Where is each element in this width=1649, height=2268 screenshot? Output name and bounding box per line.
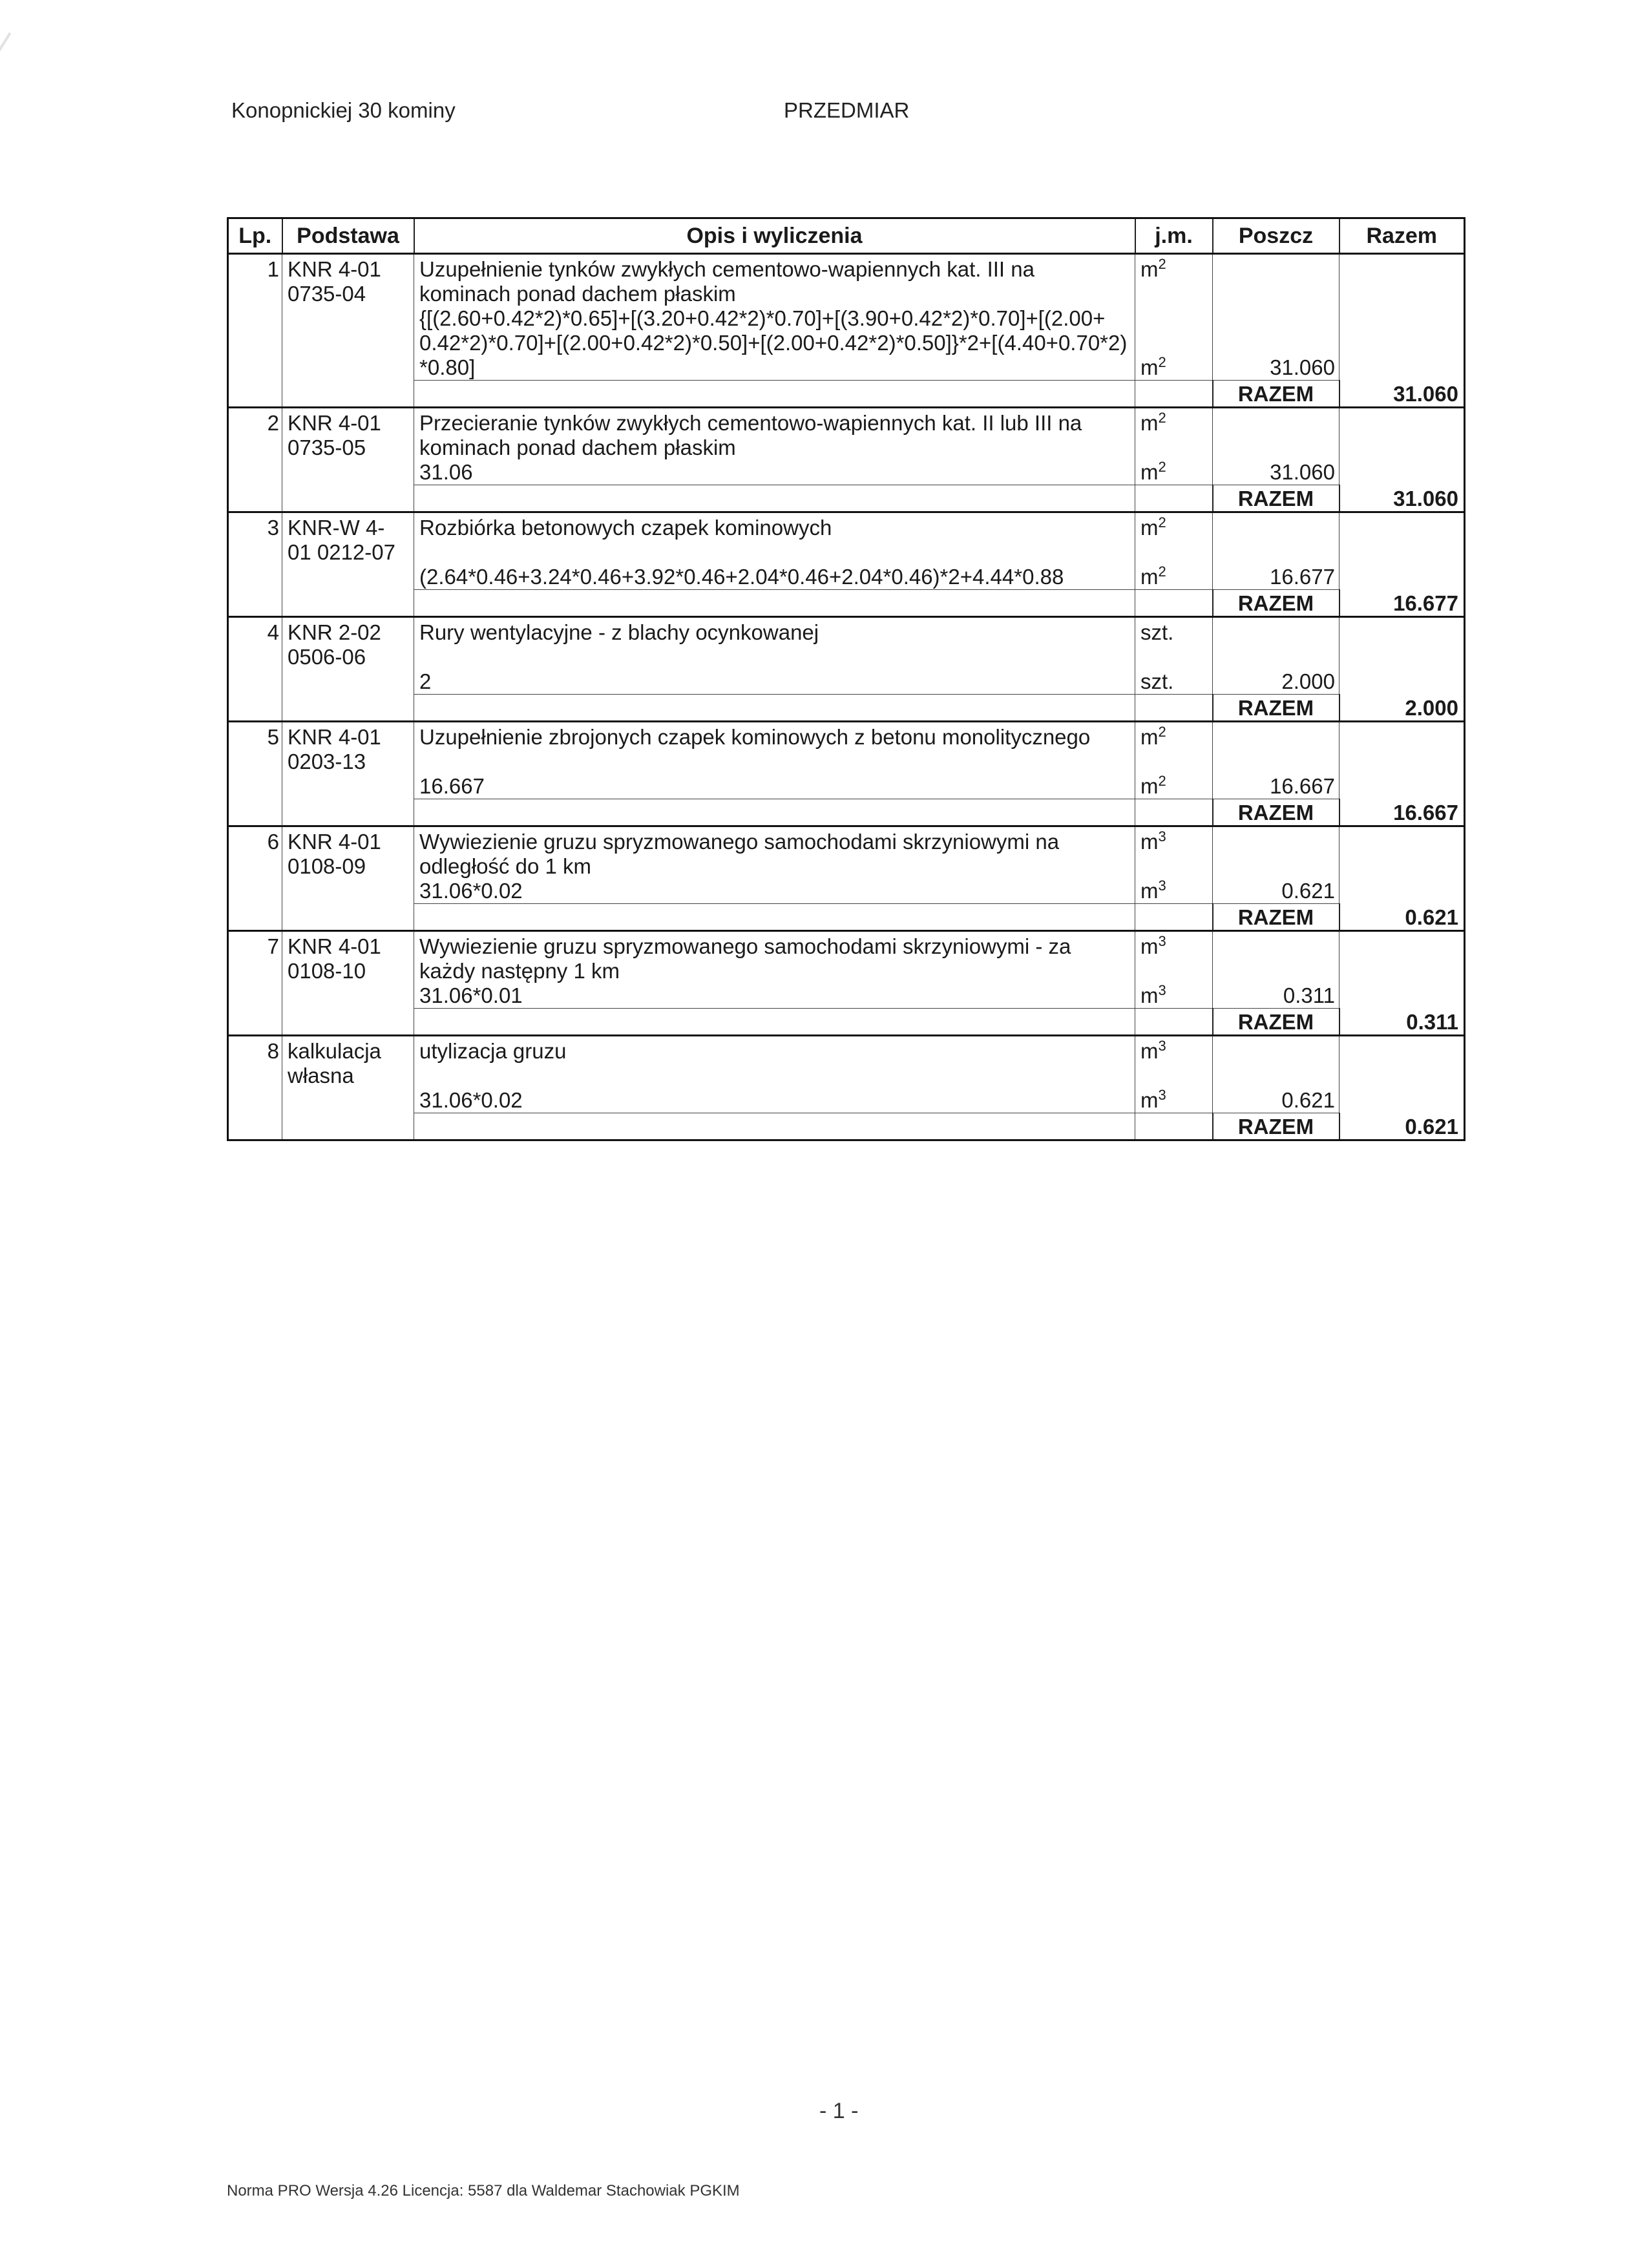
item-opis: Przecieranie tynków zwykłych cementowo-wapiennych kat. II lub III na kominach ponad dachem płaskim xyxy=(414,408,1135,461)
calc-row xyxy=(228,1088,1465,1113)
empty-cell xyxy=(1339,460,1465,485)
empty-cell xyxy=(414,381,1135,408)
empty-cell xyxy=(414,1009,1135,1036)
item-jm xyxy=(1135,931,1213,984)
scan-edge-mark xyxy=(0,32,11,215)
item-lp: 3 xyxy=(228,512,282,565)
empty-cell xyxy=(1339,512,1465,565)
document-location-header: Konopnickiej 30 kominy xyxy=(231,98,456,122)
table-header-row xyxy=(228,218,1465,254)
column-header-razem: Razem xyxy=(1339,218,1465,254)
jm-exponent: 2 xyxy=(1158,459,1166,475)
calculation-line: 0.42*2)*0.70]+[(2.00+0.42*2)*0.50]+[(2.00+0.42*2)*0.50]}*2+[(4.40+0.70*2) xyxy=(419,331,1128,355)
column-header-poszcz: Poszcz xyxy=(1213,218,1339,254)
item-opis: utylizacja gruzu xyxy=(414,1036,1135,1089)
item-podstawa-line: KNR 2-02 xyxy=(288,620,381,644)
empty-cell xyxy=(228,983,282,1009)
jm-unit: szt. xyxy=(1140,669,1174,693)
empty-cell xyxy=(1339,1036,1465,1089)
empty-cell xyxy=(1339,565,1465,590)
empty-cell xyxy=(1135,590,1213,617)
empty-cell xyxy=(282,1088,414,1113)
calc-row xyxy=(228,565,1465,590)
item-podstawa xyxy=(282,722,414,775)
empty-cell xyxy=(282,774,414,799)
item-calculation xyxy=(414,879,1135,904)
razem-row xyxy=(228,381,1465,408)
empty-cell xyxy=(228,485,282,512)
item-row xyxy=(228,617,1465,670)
razem-row xyxy=(228,904,1465,931)
item-opis: Uzupełnienie tynków zwykłych cementowo-wapiennych kat. III na kominach ponad dachem płaskim xyxy=(414,254,1135,307)
item-calculation xyxy=(414,565,1135,590)
jm-unit: m xyxy=(1140,774,1159,798)
item-razem: 2.000 xyxy=(1339,695,1465,722)
empty-cell xyxy=(1213,1036,1339,1089)
empty-cell xyxy=(228,1088,282,1113)
calculation-line: (2.64*0.46+3.24*0.46+3.92*0.46+2.04*0.46+2.04*0.46)*2+4.44*0.88 xyxy=(419,565,1064,589)
empty-cell xyxy=(1213,512,1339,565)
item-razem: 16.667 xyxy=(1339,799,1465,826)
razem-label: RAZEM xyxy=(1213,799,1339,826)
empty-cell xyxy=(1213,722,1339,775)
empty-cell xyxy=(282,306,414,381)
item-opis: Wywiezienie gruzu spryzmowanego samochodami skrzyniowymi na odległość do 1 km xyxy=(414,826,1135,879)
empty-cell xyxy=(414,904,1135,931)
przedmiar-table xyxy=(227,217,1465,1141)
item-opis: Rozbiórka betonowych czapek kominowych xyxy=(414,512,1135,565)
empty-cell xyxy=(1339,1088,1465,1113)
empty-cell xyxy=(1339,254,1465,307)
calculation-line: 16.667 xyxy=(419,774,485,798)
empty-cell xyxy=(228,695,282,722)
razem-label: RAZEM xyxy=(1213,485,1339,512)
item-row xyxy=(228,1036,1465,1089)
jm-unit: m xyxy=(1140,411,1159,435)
document-title: PRZEDMIAR xyxy=(784,98,910,122)
item-podstawa xyxy=(282,1036,414,1089)
item-podstawa xyxy=(282,617,414,670)
page-number: - 1 - xyxy=(819,2099,859,2123)
razem-label: RAZEM xyxy=(1213,695,1339,722)
item-podstawa-line: kalkulacja xyxy=(288,1039,381,1063)
item-row xyxy=(228,722,1465,775)
item-podstawa-line: KNR-W 4- xyxy=(288,516,385,540)
item-jm xyxy=(1135,617,1213,670)
empty-cell xyxy=(1135,1113,1213,1140)
empty-cell xyxy=(414,485,1135,512)
item-poszcz: 2.000 xyxy=(1213,669,1339,695)
jm-unit: m xyxy=(1140,460,1159,484)
empty-cell xyxy=(282,799,414,826)
column-header-podstawa: Podstawa xyxy=(282,218,414,254)
empty-cell xyxy=(1339,408,1465,461)
item-calculation xyxy=(414,983,1135,1009)
empty-cell xyxy=(282,904,414,931)
empty-cell xyxy=(1213,826,1339,879)
empty-cell xyxy=(414,799,1135,826)
calculation-line: 31.06*0.01 xyxy=(419,983,523,1007)
item-podstawa-line: KNR 4-01 xyxy=(288,411,381,435)
item-row xyxy=(228,512,1465,565)
empty-cell xyxy=(228,306,282,381)
calc-jm xyxy=(1135,565,1213,590)
empty-cell xyxy=(228,904,282,931)
jm-exponent: 2 xyxy=(1158,410,1166,426)
calc-jm xyxy=(1135,774,1213,799)
razem-row xyxy=(228,485,1465,512)
empty-cell xyxy=(282,460,414,485)
item-lp: 2 xyxy=(228,408,282,461)
jm-unit: m xyxy=(1140,355,1159,379)
item-razem: 16.677 xyxy=(1339,590,1465,617)
item-row xyxy=(228,254,1465,307)
item-podstawa-line: KNR 4-01 xyxy=(288,725,381,749)
item-podstawa-line: KNR 4-01 xyxy=(288,257,381,281)
calc-jm xyxy=(1135,306,1213,381)
calc-jm xyxy=(1135,460,1213,485)
item-razem: 0.621 xyxy=(1339,904,1465,931)
item-podstawa xyxy=(282,826,414,879)
empty-cell xyxy=(282,565,414,590)
empty-cell xyxy=(1135,1009,1213,1036)
item-lp: 6 xyxy=(228,826,282,879)
jm-unit: m xyxy=(1140,983,1159,1007)
item-calculation xyxy=(414,669,1135,695)
item-podstawa-line: 0735-05 xyxy=(288,436,366,459)
calc-row xyxy=(228,460,1465,485)
jm-unit: m xyxy=(1140,934,1159,958)
item-poszcz: 16.667 xyxy=(1213,774,1339,799)
empty-cell xyxy=(228,799,282,826)
jm-exponent: 2 xyxy=(1158,773,1166,789)
item-jm xyxy=(1135,408,1213,461)
jm-unit: m xyxy=(1140,879,1159,903)
item-jm xyxy=(1135,1036,1213,1089)
calc-row xyxy=(228,669,1465,695)
item-lp: 5 xyxy=(228,722,282,775)
empty-cell xyxy=(228,1113,282,1140)
table-body xyxy=(228,254,1465,1140)
calc-jm xyxy=(1135,879,1213,904)
jm-unit: m xyxy=(1140,725,1159,749)
item-razem: 0.311 xyxy=(1339,1009,1465,1036)
item-podstawa xyxy=(282,408,414,461)
empty-cell xyxy=(1339,983,1465,1009)
empty-cell xyxy=(1339,879,1465,904)
razem-label: RAZEM xyxy=(1213,590,1339,617)
item-row xyxy=(228,931,1465,984)
empty-cell xyxy=(282,1009,414,1036)
jm-exponent: 2 xyxy=(1158,563,1166,580)
item-podstawa-line: własna xyxy=(288,1064,354,1087)
item-opis: Rury wentylacyjne - z blachy ocynkowanej xyxy=(414,617,1135,670)
jm-unit: m xyxy=(1140,1039,1159,1063)
item-podstawa-line: 0506-06 xyxy=(288,645,366,669)
item-jm xyxy=(1135,512,1213,565)
calc-row xyxy=(228,306,1465,381)
item-podstawa xyxy=(282,254,414,307)
calculation-line: 31.06 xyxy=(419,460,473,484)
calculation-line: {[(2.60+0.42*2)*0.65]+[(3.20+0.42*2)*0.70]+[(3.90+0.42*2)*0.70]+[(2.00+ xyxy=(419,306,1106,330)
razem-label: RAZEM xyxy=(1213,1113,1339,1140)
empty-cell xyxy=(228,879,282,904)
item-row xyxy=(228,408,1465,461)
empty-cell xyxy=(1213,254,1339,307)
item-lp: 8 xyxy=(228,1036,282,1089)
column-header-lp: Lp. xyxy=(228,218,282,254)
item-podstawa xyxy=(282,512,414,565)
jm-unit: szt. xyxy=(1140,620,1174,644)
jm-exponent: 2 xyxy=(1158,256,1166,272)
item-calculation xyxy=(414,306,1135,381)
jm-unit: m xyxy=(1140,565,1159,589)
empty-cell xyxy=(1339,931,1465,984)
jm-exponent: 3 xyxy=(1158,933,1166,949)
jm-unit: m xyxy=(1140,516,1159,540)
empty-cell xyxy=(228,774,282,799)
calc-row xyxy=(228,774,1465,799)
item-poszcz: 31.060 xyxy=(1213,306,1339,381)
item-jm xyxy=(1135,826,1213,879)
empty-cell xyxy=(414,1113,1135,1140)
column-header-jm: j.m. xyxy=(1135,218,1213,254)
calculation-line: *0.80] xyxy=(419,355,476,379)
empty-cell xyxy=(1135,381,1213,408)
jm-unit: m xyxy=(1140,1088,1159,1112)
item-poszcz: 0.621 xyxy=(1213,1088,1339,1113)
empty-cell xyxy=(282,669,414,695)
razem-label: RAZEM xyxy=(1213,1009,1339,1036)
item-podstawa-line: KNR 4-01 xyxy=(288,830,381,854)
razem-row xyxy=(228,1009,1465,1036)
item-podstawa-line: 0108-09 xyxy=(288,854,366,878)
jm-exponent: 2 xyxy=(1158,724,1166,740)
item-razem: 0.621 xyxy=(1339,1113,1465,1140)
empty-cell xyxy=(282,381,414,408)
column-header-opis: Opis i wyliczenia xyxy=(414,218,1135,254)
empty-cell xyxy=(282,590,414,617)
empty-cell xyxy=(282,695,414,722)
item-jm xyxy=(1135,254,1213,307)
item-poszcz: 31.060 xyxy=(1213,460,1339,485)
empty-cell xyxy=(282,983,414,1009)
empty-cell xyxy=(1339,306,1465,381)
jm-exponent: 3 xyxy=(1158,828,1166,845)
item-row xyxy=(228,826,1465,879)
item-lp: 1 xyxy=(228,254,282,307)
empty-cell xyxy=(1135,799,1213,826)
item-podstawa-line: 0735-04 xyxy=(288,282,366,306)
item-podstawa-line: 01 0212-07 xyxy=(288,540,395,564)
empty-cell xyxy=(228,460,282,485)
empty-cell xyxy=(414,590,1135,617)
item-lp: 4 xyxy=(228,617,282,670)
empty-cell xyxy=(1339,617,1465,670)
calculation-line: 2 xyxy=(419,669,432,693)
calc-jm xyxy=(1135,1088,1213,1113)
empty-cell xyxy=(228,669,282,695)
empty-cell xyxy=(228,1009,282,1036)
calc-jm xyxy=(1135,983,1213,1009)
item-razem: 31.060 xyxy=(1339,485,1465,512)
empty-cell xyxy=(282,879,414,904)
razem-row xyxy=(228,695,1465,722)
empty-cell xyxy=(228,565,282,590)
jm-unit: m xyxy=(1140,830,1159,854)
empty-cell xyxy=(1339,774,1465,799)
empty-cell xyxy=(282,485,414,512)
calc-row xyxy=(228,879,1465,904)
empty-cell xyxy=(1135,904,1213,931)
item-calculation xyxy=(414,460,1135,485)
jm-exponent: 3 xyxy=(1158,877,1166,894)
empty-cell xyxy=(282,1113,414,1140)
item-podstawa-line: 0203-13 xyxy=(288,750,366,773)
item-podstawa-line: 0108-10 xyxy=(288,959,366,983)
razem-label: RAZEM xyxy=(1213,381,1339,408)
item-poszcz: 0.311 xyxy=(1213,983,1339,1009)
item-lp: 7 xyxy=(228,931,282,984)
item-podstawa-line: KNR 4-01 xyxy=(288,934,381,958)
jm-exponent: 3 xyxy=(1158,982,1166,998)
razem-row xyxy=(228,799,1465,826)
empty-cell xyxy=(228,381,282,408)
empty-cell xyxy=(414,695,1135,722)
calc-row xyxy=(228,983,1465,1009)
empty-cell xyxy=(1135,695,1213,722)
empty-cell xyxy=(228,590,282,617)
software-license-footer: Norma PRO Wersja 4.26 Licencja: 5587 dla Waldemar Stachowiak PGKIM xyxy=(227,2182,740,2200)
calculation-line: 31.06*0.02 xyxy=(419,1088,523,1112)
item-calculation xyxy=(414,774,1135,799)
jm-exponent: 3 xyxy=(1158,1087,1166,1103)
empty-cell xyxy=(1135,485,1213,512)
calculation-line: 31.06*0.02 xyxy=(419,879,523,903)
empty-cell xyxy=(1339,826,1465,879)
empty-cell xyxy=(1339,722,1465,775)
item-opis: Wywiezienie gruzu spryzmowanego samochodami skrzyniowymi - za każdy następny 1 km xyxy=(414,931,1135,984)
jm-unit: m xyxy=(1140,257,1159,281)
item-podstawa xyxy=(282,931,414,984)
item-opis: Uzupełnienie zbrojonych czapek kominowych z betonu monolitycznego xyxy=(414,722,1135,775)
jm-exponent: 2 xyxy=(1158,514,1166,530)
item-calculation xyxy=(414,1088,1135,1113)
empty-cell xyxy=(1213,408,1339,461)
empty-cell xyxy=(1213,931,1339,984)
empty-cell xyxy=(1213,617,1339,670)
item-razem: 31.060 xyxy=(1339,381,1465,408)
jm-exponent: 2 xyxy=(1158,354,1166,370)
item-jm xyxy=(1135,722,1213,775)
item-poszcz: 16.677 xyxy=(1213,565,1339,590)
calc-jm xyxy=(1135,669,1213,695)
razem-label: RAZEM xyxy=(1213,904,1339,931)
jm-exponent: 3 xyxy=(1158,1038,1166,1054)
item-poszcz: 0.621 xyxy=(1213,879,1339,904)
empty-cell xyxy=(1339,669,1465,695)
razem-row xyxy=(228,590,1465,617)
razem-row xyxy=(228,1113,1465,1140)
